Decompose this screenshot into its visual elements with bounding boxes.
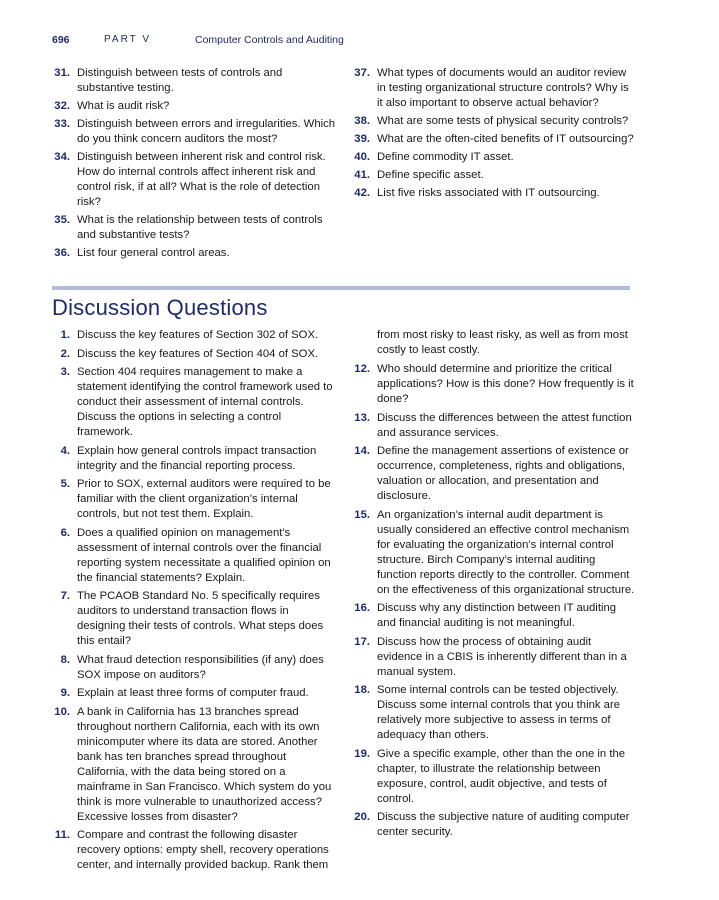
question-item — [52, 328, 334, 343]
section-title: Computer Controls and Auditing — [195, 34, 344, 46]
question-number: 16. — [354, 602, 370, 614]
question-number: 32. — [54, 100, 70, 112]
part-label: PART V — [104, 34, 152, 45]
question-number: 40. — [354, 151, 370, 163]
question-item — [352, 810, 635, 840]
question-item — [52, 705, 334, 825]
question-text: What is the relationship between tests of controls and substantive tests? — [77, 214, 323, 241]
question-item — [52, 365, 334, 440]
question-number: 38. — [354, 115, 370, 127]
question-item — [52, 444, 334, 474]
question-item — [352, 114, 634, 129]
question-number: 31. — [54, 67, 70, 79]
question-number: 20. — [354, 811, 370, 823]
question-number: 6. — [60, 526, 70, 539]
question-number: 34. — [54, 151, 70, 163]
question-number: 19. — [354, 747, 370, 760]
question-text: Discuss the key features of Section 302 of SOX. — [77, 329, 319, 341]
question-text: A bank in California has 13 branches spread throughout northern California, each with its own minicomputer where its data are stored. Another bank has ten branches spread throughout California, with the data being stored on a mainframe in San Francisco. Which system do you think is more vulnerable to unauthorized access? Excessive losses from disaster? — [77, 705, 332, 823]
question-number: 11. — [54, 829, 70, 841]
question-text: What fraud detection responsibilities (if any) does SOX impose on auditors? — [77, 653, 324, 681]
question-text: Prior to SOX, external auditors were required to be familiar with the client organization’s internal controls, but not test them. Explain. — [77, 478, 331, 520]
question-text: Section 404 requires management to make a statement identifying the control framework used to conduct their assessment of internal controls. Discuss the options in selecting a control framework. — [77, 366, 333, 438]
question-number: 14. — [354, 445, 370, 457]
question-item — [352, 66, 634, 111]
question-text: Discuss why any distinction between IT auditing and financial auditing is not meaningful. — [377, 602, 617, 629]
question-text: Explain at least three forms of computer fraud. — [77, 687, 309, 699]
discussion-heading: Discussion Questions — [52, 295, 268, 320]
question-11-continuation: from most risky to least risky, as well as from most costly to least costly. — [377, 329, 628, 356]
question-text: Give a specific example, other than the one in the chapter, to illustrate the relationship between exposure, control, audit objective, and tests of control. — [377, 747, 626, 805]
question-number: 9. — [60, 687, 70, 699]
section-divider — [52, 286, 630, 290]
question-item — [52, 150, 337, 210]
question-text: The PCAOB Standard No. 5 specifically requires auditors to understand transaction flows in designing their tests of controls. What steps does this entail? — [77, 590, 324, 647]
question-text: Who should determine and prioritize the critical applications? How is this done? How frequently is it done? — [377, 363, 634, 405]
question-item — [52, 213, 337, 243]
question-number: 42. — [354, 187, 370, 199]
question-item — [352, 150, 634, 165]
question-text: Some internal controls can be tested objectively. Discuss some internal controls that you think are relatively more subjective to assess in terms of adequacy than others. — [377, 684, 620, 741]
question-number: 12. — [354, 363, 370, 375]
question-number: 13. — [354, 411, 370, 424]
question-number: 10. — [54, 705, 70, 718]
question-number: 17. — [354, 635, 370, 648]
question-item — [352, 508, 635, 598]
question-text: Discuss the key features of Section 404 of SOX. — [77, 347, 319, 360]
question-text: Define commodity IT asset. — [377, 151, 514, 163]
question-text: Does a qualified opinion on management’s assessment of internal controls over the financial reporting system necessitate a qualified opinion on the financial statements? Explain. — [77, 526, 331, 584]
question-number: 33. — [54, 118, 70, 130]
question-text: List five risks associated with IT outsourcing. — [377, 187, 600, 199]
question-text: Distinguish between errors and irregularities. Which do you think concern auditors the most? — [77, 118, 336, 145]
question-text: What types of documents would an auditor review in testing organizational structure controls? Why is it also important to observe actual behavior? — [377, 67, 629, 109]
question-item — [52, 653, 334, 683]
review-questions-right — [352, 66, 634, 204]
review-questions-left — [52, 66, 337, 264]
question-item — [52, 686, 334, 701]
question-text: Discuss the subjective nature of auditing computer center security. — [377, 811, 630, 838]
question-item — [352, 132, 634, 147]
question-text: What is audit risk? — [77, 100, 170, 112]
question-number: 18. — [354, 684, 370, 696]
discussion-questions-left — [52, 328, 334, 877]
question-item — [52, 246, 337, 261]
question-number: 5. — [60, 478, 70, 490]
question-text: What are some tests of physical security controls? — [377, 115, 629, 127]
question-text: An organization’s internal audit department is usually considered an effective control mechanism for evaluating the organization’s internal control structure. Birch Company’s internal auditing function reports directly to the controller. Comment on the effectiveness of this organizational structure. — [377, 508, 635, 596]
question-number: 8. — [60, 653, 70, 666]
question-text: List four general control areas. — [77, 247, 230, 259]
question-text: Explain how general controls impact transaction integrity and the financial reporting process. — [77, 444, 317, 472]
question-item — [352, 362, 635, 407]
question-item — [52, 347, 334, 362]
question-number: 41. — [354, 169, 370, 181]
question-item — [52, 477, 334, 522]
question-number: 3. — [60, 366, 70, 378]
question-text: Distinguish between tests of controls and substantive testing. — [77, 67, 283, 94]
question-item — [52, 589, 334, 649]
question-text: Define the management assertions of existence or occurrence, completeness, rights and obligations, valuation or allocation, and presentation and disclosure. — [377, 445, 629, 502]
question-item — [352, 186, 634, 201]
question-number: 7. — [60, 590, 70, 602]
question-number: 39. — [354, 133, 370, 145]
question-item — [352, 683, 635, 743]
question-item — [352, 168, 634, 183]
question-item — [52, 66, 337, 96]
question-number: 2. — [60, 347, 70, 360]
page-number: 696 — [52, 34, 70, 46]
question-item — [52, 117, 337, 147]
question-text: Define specific asset. — [377, 169, 484, 181]
question-item — [52, 526, 334, 586]
question-item — [52, 99, 337, 114]
discussion-questions-right — [352, 362, 635, 844]
question-item — [52, 828, 334, 873]
question-number: 4. — [60, 444, 70, 457]
question-item — [352, 444, 635, 504]
question-number: 15. — [354, 508, 370, 521]
question-text: Compare and contrast the following disaster recovery options: empty shell, recovery operations center, and internally provided backup. Rank them — [77, 829, 329, 871]
question-text: Discuss how the process of obtaining audit evidence in a CBIS is inherently different than in a manual system. — [377, 635, 627, 678]
question-number: 37. — [354, 67, 370, 79]
question-item — [352, 411, 635, 441]
question-item — [352, 635, 635, 680]
question-text: Discuss the differences between the attest function and assurance services. — [377, 411, 632, 439]
question-text: Distinguish between inherent risk and control risk. How do internal controls affect inherent risk and control risk, if at all? What is the role of detection risk? — [77, 151, 326, 208]
question-text: What are the often-cited benefits of IT outsourcing? — [377, 133, 634, 145]
question-item — [352, 601, 635, 631]
question-item — [352, 747, 635, 807]
question-number: 35. — [54, 214, 70, 226]
question-number: 1. — [60, 329, 70, 341]
question-number: 36. — [54, 247, 70, 259]
